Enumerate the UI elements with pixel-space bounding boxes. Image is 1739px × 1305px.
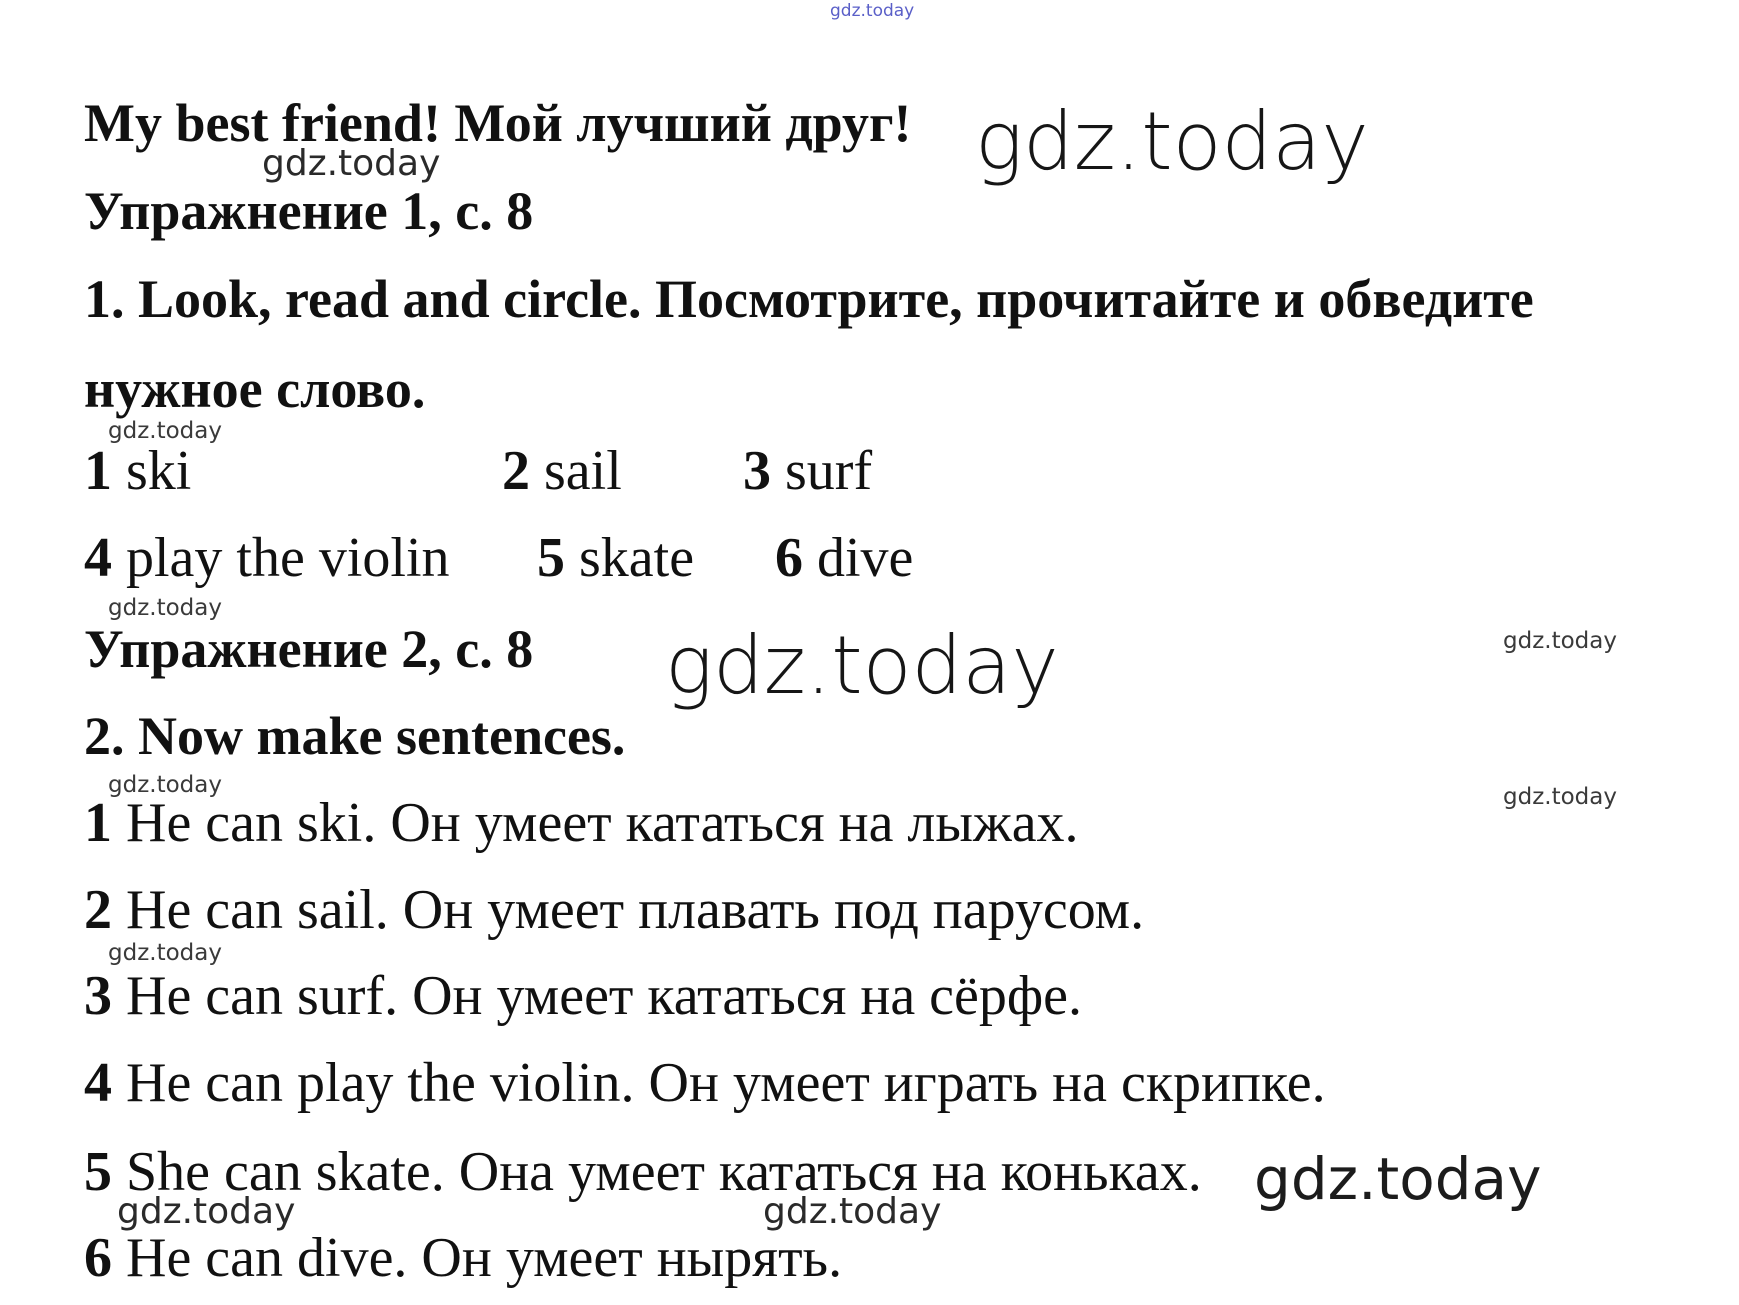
exercise-1-task-line-1: 1. Look, read and circle. Посмотрите, прочитайте и обведите <box>84 269 1534 329</box>
watermark: gdz.today <box>108 418 222 444</box>
sentence-text: He can surf. Он умеет кататься на сёрфе. <box>126 965 1083 1027</box>
sentence-item <box>84 1052 1326 1114</box>
watermark: gdz.today <box>1254 1145 1542 1213</box>
answer-text: sail <box>544 440 622 502</box>
watermark: gdz.today <box>262 143 441 184</box>
exercise-1-task-line-2: нужное слово. <box>84 359 426 419</box>
sentence-item <box>84 1227 843 1289</box>
answer-text: surf <box>785 440 873 502</box>
watermark: gdz.today <box>108 940 222 966</box>
sentence-text: He can play the violin. Он умеет играть на скрипке. <box>126 1052 1326 1114</box>
answer-item <box>537 527 695 589</box>
sentence-text: He can sail. Он умеет плавать под парусом. <box>126 879 1145 941</box>
page-title: My best friend! Мой лучший друг! <box>84 93 912 153</box>
sentence-number: 1 <box>84 792 112 854</box>
answer-text: play the violin <box>126 527 450 589</box>
answer-number: 1 <box>84 440 112 502</box>
answer-number: 2 <box>502 440 530 502</box>
watermark: gdz.today <box>1503 784 1617 810</box>
watermark: gdz.today <box>1503 628 1617 654</box>
answer-number: 4 <box>84 527 112 589</box>
sentence-number: 5 <box>84 1141 112 1203</box>
sentence-number: 2 <box>84 879 112 941</box>
watermark: gdz.today <box>975 95 1369 188</box>
sentence-text: He can ski. Он умеет кататься на лыжах. <box>126 792 1079 854</box>
sentence-item <box>84 879 1145 941</box>
sentence-number: 3 <box>84 965 112 1027</box>
sentence-text: He can dive. Он умеет нырять. <box>126 1227 843 1289</box>
answer-item <box>743 440 873 502</box>
answer-number: 3 <box>743 440 771 502</box>
exercise-1-heading: Упражнение 1, с. 8 <box>84 181 534 241</box>
answer-text: dive <box>817 527 914 589</box>
answer-number: 6 <box>775 527 803 589</box>
sentence-item <box>84 792 1079 854</box>
answer-text: skate <box>579 527 695 589</box>
sentence-number: 6 <box>84 1227 112 1289</box>
exercise-2-heading: Упражнение 2, с. 8 <box>84 619 534 679</box>
watermark: gdz.today <box>665 619 1059 712</box>
answer-number: 5 <box>537 527 565 589</box>
watermark: gdz.today <box>108 595 222 621</box>
answer-item <box>502 440 622 502</box>
answer-item <box>84 527 450 589</box>
watermark: gdz.today <box>830 1 915 21</box>
watermark: gdz.today <box>108 772 222 798</box>
watermark: gdz.today <box>117 1191 296 1232</box>
answer-item <box>84 440 192 502</box>
sentence-number: 4 <box>84 1052 112 1114</box>
answer-text: ski <box>126 440 192 502</box>
sentence-text: She can skate. Она умеет кататься на коньках. <box>126 1141 1202 1203</box>
answer-item <box>775 527 914 589</box>
exercise-2-task: 2. Now make sentences. <box>84 706 626 766</box>
watermark: gdz.today <box>763 1191 942 1232</box>
sentence-item <box>84 965 1083 1027</box>
